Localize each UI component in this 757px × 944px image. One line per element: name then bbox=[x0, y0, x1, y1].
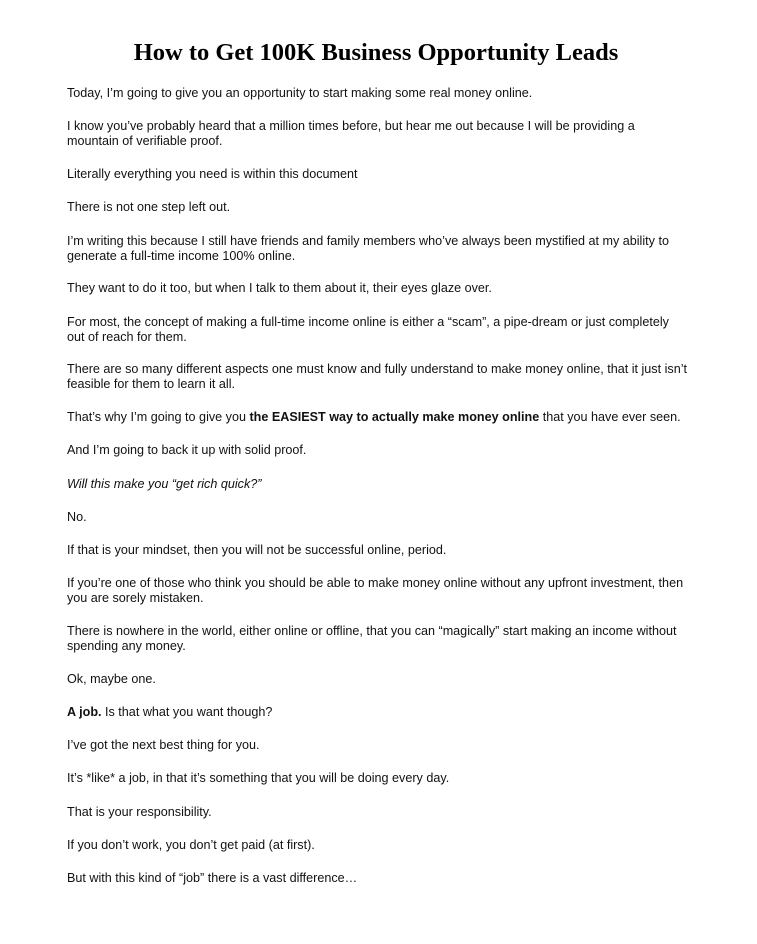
paragraph-text: That’s why I’m going to give you bbox=[67, 410, 250, 424]
paragraph: Today, I’m going to give you an opportunity to start making some real money online. bbox=[67, 86, 533, 100]
paragraph-text: Is that what you want though? bbox=[101, 705, 273, 719]
paragraph-line: generate a full-time income 100% online. bbox=[67, 248, 296, 263]
paragraph: Literally everything you need is within this document bbox=[67, 167, 358, 181]
paragraph bbox=[67, 315, 707, 344]
paragraph: That is your responsibility. bbox=[67, 805, 212, 819]
emphasis-text: the EASIEST way to actually make money online bbox=[249, 410, 540, 424]
paragraph: No. bbox=[67, 510, 87, 524]
question-paragraph: Will this make you “get rich quick?” bbox=[67, 477, 262, 491]
paragraph-line: I know you’ve probably heard that a million times before, but hear me out because I will be providing a bbox=[67, 119, 635, 133]
paragraph: There is not one step left out. bbox=[67, 200, 231, 214]
paragraph bbox=[67, 234, 707, 263]
paragraph-line: spending any money. bbox=[67, 638, 186, 653]
paragraph bbox=[67, 705, 707, 720]
paragraph-line: For most, the concept of making a full-time income online is either a “scam”, a pipe-dream or just completely bbox=[67, 315, 669, 329]
paragraph: Ok, maybe one. bbox=[67, 672, 156, 686]
paragraph: And I’m going to back it up with solid proof. bbox=[67, 443, 307, 457]
paragraph bbox=[67, 410, 707, 425]
paragraph-line: I’m writing this because I still have friends and family members who’ve always been mystified at my ability to bbox=[67, 234, 669, 248]
paragraph-line: There is nowhere in the world, either online or offline, that you can “magically” start making an income without bbox=[67, 624, 677, 638]
paragraph-line: out of reach for them. bbox=[67, 329, 187, 344]
paragraph bbox=[67, 624, 707, 653]
emphasis-text: A job. bbox=[67, 705, 102, 719]
paragraph-text: that you have ever seen. bbox=[539, 410, 681, 424]
paragraph: If you don’t work, you don’t get paid (at first). bbox=[67, 838, 315, 852]
paragraph-line: you are sorely mistaken. bbox=[67, 590, 204, 605]
paragraph-line: If you’re one of those who think you should be able to make money online without any upfront investment, then bbox=[67, 576, 684, 590]
paragraph bbox=[67, 576, 707, 605]
paragraph-line: feasible for them to learn it all. bbox=[67, 376, 235, 391]
document-title: How to Get 100K Business Opportunity Leads bbox=[133, 39, 619, 66]
paragraph-line: mountain of verifiable proof. bbox=[67, 133, 223, 148]
paragraph-line: There are so many different aspects one must know and fully understand to make money online, that it just isn’t bbox=[67, 362, 687, 376]
paragraph: They want to do it too, but when I talk to them about it, their eyes glaze over. bbox=[67, 281, 492, 295]
paragraph: But with this kind of “job” there is a vast difference… bbox=[67, 871, 358, 885]
paragraph: If that is your mindset, then you will not be successful online, period. bbox=[67, 543, 447, 557]
paragraph: It’s *like* a job, in that it’s something that you will be doing every day. bbox=[67, 771, 450, 785]
paragraph: I’ve got the next best thing for you. bbox=[67, 738, 260, 752]
paragraph bbox=[67, 119, 707, 148]
paragraph bbox=[67, 362, 707, 391]
